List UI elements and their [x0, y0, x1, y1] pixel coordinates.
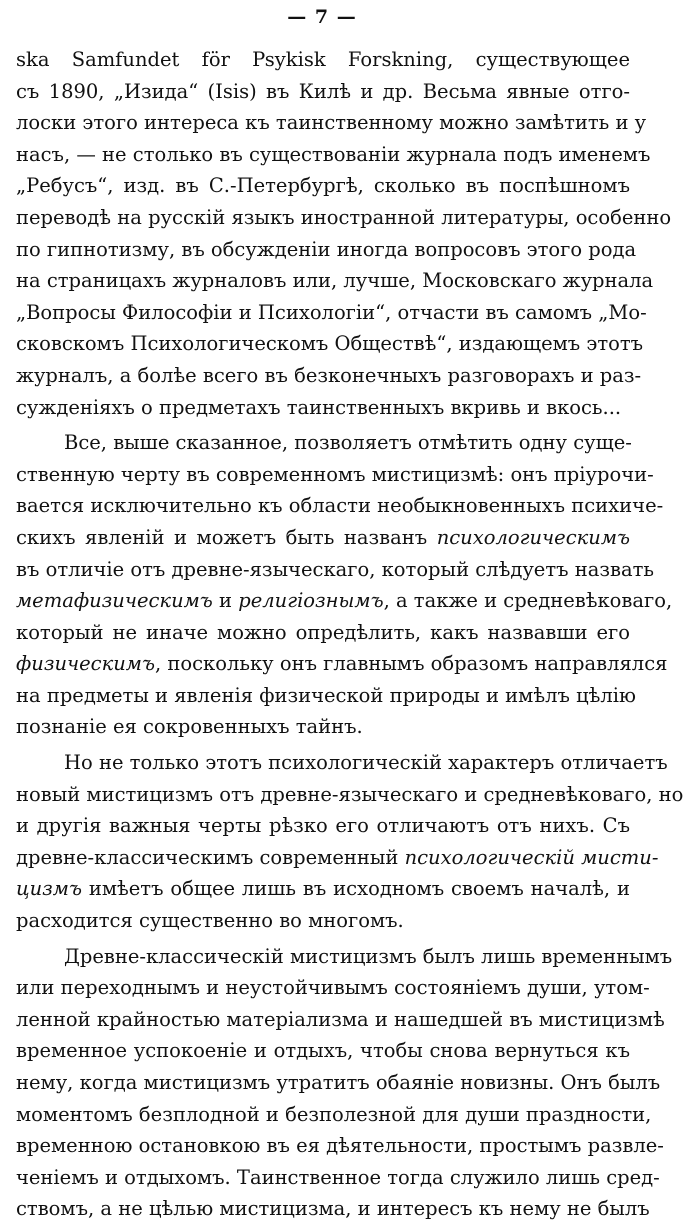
text-line — [16, 554, 655, 586]
text-run: познаніе ея сокровенныхъ тайнъ. — [16, 715, 363, 739]
text-line — [16, 1193, 650, 1225]
text-run: ствомъ, а не цѣлью мистицизма, и интересъ къ нему не былъ — [16, 1197, 650, 1221]
text-line — [16, 459, 654, 491]
text-run: на предметы и явленія физической природы и имѣлъ цѣлію — [16, 683, 637, 707]
text-run: вается исключительно къ области необыкновенныхъ психиче- — [16, 494, 664, 518]
paragraph — [16, 941, 673, 1225]
text-run: на страницахъ журналовъ или, лучше, Московскаго журнала — [16, 269, 654, 293]
text-line — [16, 427, 630, 459]
text-line — [16, 139, 651, 171]
text-line — [16, 972, 650, 1004]
text-run: который не иначе можно опредѣлить, какъ назвавши его — [16, 620, 630, 644]
text-run: новый мистицизмъ отъ древне-языческаго и средневѣковаго, но — [16, 782, 683, 806]
text-line — [16, 328, 644, 360]
page-number: — 7 — — [287, 6, 357, 28]
text-run: Древне-классическій мистицизмъ былъ лишь временнымъ — [64, 944, 673, 968]
text-line — [16, 392, 630, 424]
text-line — [16, 1099, 652, 1131]
text-line — [16, 810, 630, 842]
text-line — [16, 265, 654, 297]
text-line — [16, 1004, 665, 1036]
text-run: ska Samfundet för Psykisk Forskning, существующее — [16, 48, 630, 71]
text-run: „Вопросы Философіи и Психологіи“, отчасти въ самомъ „Мо- — [16, 300, 647, 324]
text-run: временною остановкою въ ея дѣятельности, простымъ развле- — [16, 1134, 664, 1158]
text-run: ленной крайностью матеріализма и нашедшей въ мистицизмѣ — [16, 1007, 665, 1031]
text-run: въ отличіе отъ древне-языческаго, который слѣдуетъ назвать — [16, 557, 655, 581]
paragraph — [16, 427, 673, 743]
text-line — [16, 107, 647, 139]
text-run: расходится существенно во многомъ. — [16, 909, 404, 933]
text-run: и — [212, 589, 239, 613]
text-run: нему, когда мистицизмъ утратитъ обаяніе новизны. Онъ былъ — [16, 1071, 661, 1094]
text-run: скихъ явленій и можетъ быть названъ — [16, 525, 437, 549]
text-line — [16, 617, 630, 649]
italic-term: физическимъ — [16, 652, 155, 676]
text-line — [16, 76, 630, 108]
text-line — [16, 680, 637, 712]
italic-term: психологическимъ — [436, 525, 630, 549]
text-line — [16, 297, 647, 329]
text-run: сковскомъ Психологическомъ Обществѣ“, издающемъ этотъ — [16, 332, 644, 356]
text-run: сужденіяхъ о предметахъ таинственныхъ вкривь и вкось... — [16, 395, 622, 419]
text-line — [16, 648, 668, 680]
text-line — [16, 1130, 664, 1162]
paragraph — [16, 44, 672, 423]
text-run: Все, выше сказанное, позволяетъ отмѣтить одну суще- — [64, 431, 632, 455]
text-line — [16, 490, 664, 522]
text-run: лоски этого интереса къ таинственному можно замѣтить и у — [16, 111, 647, 135]
text-run: ственную черту въ современномъ мистицизмѣ: онъ пріурочи- — [16, 462, 654, 486]
italic-term: метафизическимъ — [16, 589, 213, 613]
text-run: имѣетъ общее лишь въ исходномъ своемъ началѣ, и — [81, 877, 630, 901]
italic-term: цизмъ — [16, 877, 82, 901]
text-line — [16, 779, 683, 811]
text-line — [16, 1162, 660, 1194]
text-run: журналъ, а болѣе всего въ безконечныхъ разговорахъ и раз- — [16, 363, 642, 387]
text-line — [16, 873, 630, 905]
text-line — [16, 170, 630, 202]
italic-term: религіознымъ — [238, 589, 384, 613]
text-line — [16, 905, 630, 937]
text-run: Но не только этотъ психологическій характеръ отличаетъ — [64, 751, 668, 775]
body-text — [16, 44, 683, 1225]
text-run: моментомъ безплодной и безполезной для души праздности, — [16, 1102, 652, 1126]
text-line — [16, 585, 673, 617]
text-line — [16, 202, 672, 234]
italic-term: психологическій мисти- — [404, 845, 659, 869]
text-run: „Ребусъ“, изд. въ С.-Петербургѣ, сколько въ поспѣшномъ — [16, 174, 630, 198]
text-run: переводѣ на русскій языкъ иностранной литературы, особенно — [16, 205, 672, 229]
text-run: съ 1890, „Изида“ (Isis) въ Килѣ и др. Весьма явные отго- — [16, 79, 630, 103]
text-line — [16, 747, 668, 779]
text-run: древне-классическимъ современный — [16, 845, 405, 869]
text-run: по гипнотизму, въ обсужденіи иногда вопросовъ этого рода — [16, 237, 637, 261]
text-line — [16, 234, 637, 266]
text-run: , поскольку онъ главнымъ образомъ направлялся — [154, 652, 668, 676]
text-line — [16, 522, 630, 554]
text-line — [16, 44, 630, 76]
text-line — [16, 941, 673, 973]
text-run: ченіемъ и отдыхомъ. Таинственное тогда служило лишь сред- — [16, 1165, 660, 1189]
text-run: временное успокоеніе и отдыхъ, чтобы снова вернуться къ — [16, 1039, 630, 1063]
text-line — [16, 1067, 661, 1099]
text-run: или переходнымъ и неустойчивымъ состояніемъ души, утом- — [16, 976, 650, 1000]
text-line — [16, 360, 642, 392]
text-run: и другія важныя черты рѣзко его отличаютъ отъ нихъ. Съ — [16, 814, 630, 838]
text-line — [16, 1035, 630, 1067]
text-run: , а также и средневѣковаго, — [383, 589, 673, 613]
text-line — [16, 842, 659, 874]
text-run: насъ, — не столько въ существованіи журнала подъ именемъ — [16, 142, 651, 166]
text-line — [16, 711, 630, 743]
paragraph — [16, 747, 683, 937]
